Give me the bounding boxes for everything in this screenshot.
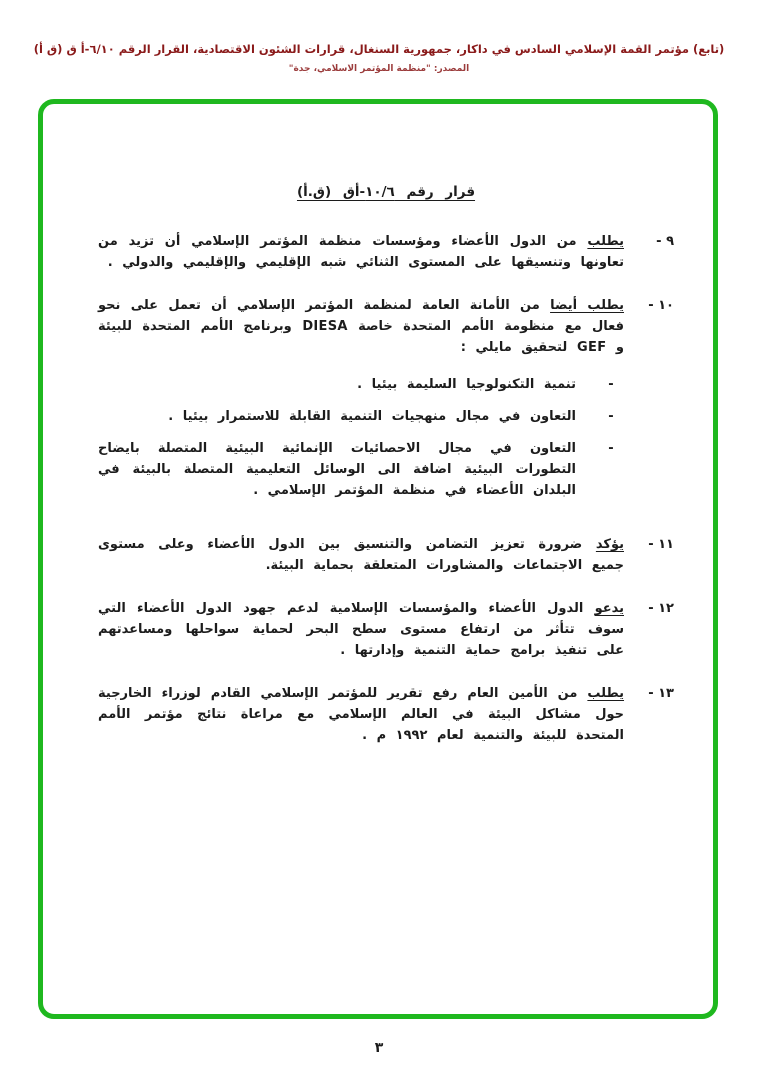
item-lead: يطلب [587, 234, 624, 249]
item-body: ضرورة تعزيز التضامن والتنسيق بين الدول الأعضاء وعلى مستوى جميع الاجتماعات والمشاورات المتعلقة بحماية البيئة. [98, 537, 624, 573]
sub-item [98, 438, 614, 501]
sub-item-text: تنمية التكنولوجيا السليمة بيئيا . [357, 377, 576, 392]
sub-item-text: التعاون في مجال منهجيات التنمية القابلة للاستمرار بيئيا . [168, 409, 576, 424]
sub-item-dash: - [608, 441, 614, 456]
resolution-item-12 [98, 598, 674, 661]
item-text [98, 534, 624, 576]
header-source: المصدر: "منظمة المؤتمر الاسلامي، جدة" [288, 64, 470, 74]
item-lead: يؤكد [595, 537, 624, 552]
item-number: ١٣ - [648, 686, 674, 701]
item-text [98, 231, 624, 273]
item-number: ١١ - [648, 537, 674, 552]
item-body: من الأمين العام رفع تقرير للمؤتمر الإسلامي القادم لوزراء الخارجية حول مشاكل البيئة في العالم الإسلامي مع مراعاة نتائج مؤتمر الأمم المتحدة للبيئة والتنمية لعام ١٩٩٢ م . [98, 686, 624, 743]
sub-item [98, 374, 614, 395]
resolution-item-13 [98, 683, 674, 746]
item-number: ١٢ - [648, 601, 674, 616]
sub-item-list [98, 374, 614, 501]
resolution-item-9 [98, 231, 674, 273]
document-content [98, 182, 674, 768]
resolution-title: قرار رقم ١٠/٦-أق (ق.أ) [296, 184, 476, 200]
item-body: من الدول الأعضاء ومؤسسات منظمة المؤتمر الإسلامي أن تزيد من تعاونها وتنسيقها على المستوى الثنائي شبه الإقليمي والإقليمي والدولي . [98, 234, 624, 270]
item-text [98, 598, 624, 661]
sub-item-dash: - [608, 409, 614, 424]
item-lead: يطلب أيضا [550, 298, 624, 313]
page-number: ٣ [374, 1040, 384, 1056]
item-lead: يدعو [594, 601, 624, 616]
item-body: من الأمانة العامة لمنظمة المؤتمر الإسلامي أن تعمل على نحو فعال مع منظومة الأمم المتحدة خاصة DIESA وبرنامج الأمم المتحدة للبيئة و GEF لتحقيق مايلي : [98, 298, 624, 355]
resolution-item-11 [98, 534, 674, 576]
resolution-item-10 [98, 295, 674, 512]
sub-item [98, 406, 614, 427]
sub-item-dash: - [608, 377, 614, 392]
item-body: الدول الأعضاء والمؤسسات الإسلامية لدعم جهود الدول الأعضاء التي سوف تتأثر من ارتفاع مستوى سطح البحر لحماية سواحلها ومساعدتهم على تنفيذ برامج حماية التنمية وإدارتها . [98, 601, 624, 658]
header-title: (تابع) مؤتمر القمة الإسلامي السادس في داكار، جمهورية السنغال، قرارات الشئون الاقتصادية، القرار الرقم ٦/١٠-أ ق (ق أ) [33, 42, 725, 56]
item-number: ١٠ - [648, 298, 674, 313]
item-text [98, 295, 624, 512]
item-lead: يطلب [587, 686, 625, 701]
item-text [98, 683, 624, 746]
item-number: ٩ - [656, 234, 674, 249]
sub-item-text: التعاون في مجال الاحصائيات الإنمائية البيئية المتصلة بايضاح التطورات البيئية اضافة الى الوسائل التعليمية المتصلة بالبيئة في البلدان الأعضاء في منظمة المؤتمر الإسلامي . [98, 441, 576, 498]
page-header [24, 42, 734, 74]
